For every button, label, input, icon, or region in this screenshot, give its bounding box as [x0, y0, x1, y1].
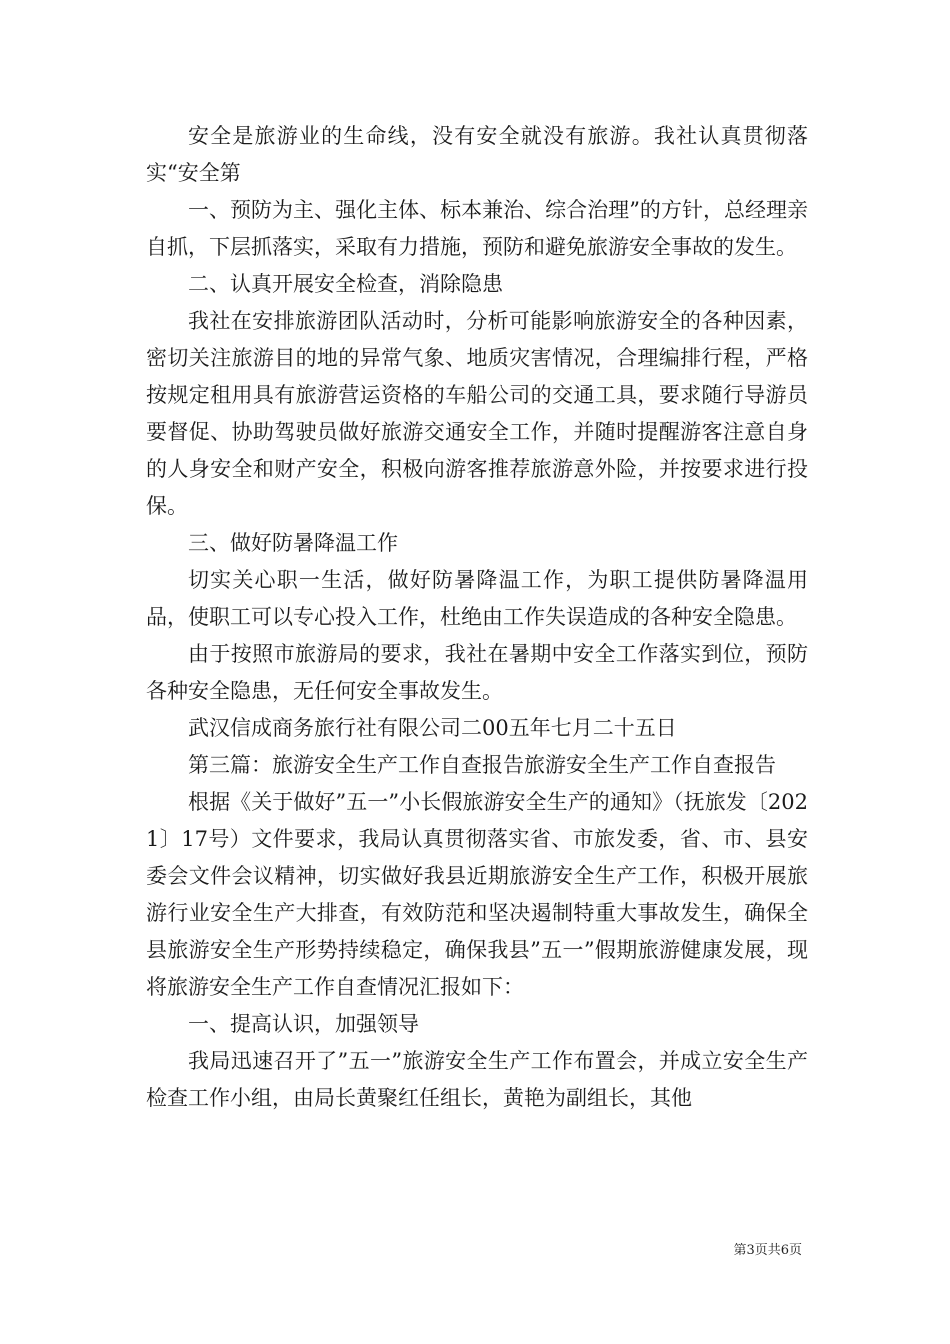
section-heading-2: 二、认真开展安全检查，消除隐患: [188, 272, 503, 296]
page-number: 第3页共6页: [733, 1243, 802, 1258]
section-heading-3: 三、做好防暑降温工作: [188, 531, 398, 555]
paragraph-heat: 切实关心职一生活，做好防暑降温工作，为职工提供防暑降温用品，使职工可以专心投入工作，杜绝由工作失误造成的各种安全隐患。: [146, 568, 808, 629]
chapter-title: 第三篇：旅游安全生产工作自查报告旅游安全生产工作自查报告: [188, 753, 776, 777]
paragraph-notice: 根据《关于做好”五一”小长假旅游安全生产的通知》（抚旅发〔2021〕17号）文件要求，我局认真贯彻落实省、市旅发委，省、市、县安委会文件会议精神，切实做好我县近期旅游安全生产工作，积极开展旅游行业安全生产大排查，有效防范和坚决遏制特重大事故发生，确保全县旅游安全生产形势持续稳定，确保我县”五一”假期旅游健康发展，现将旅游安全生产工作自查情况汇报如下：: [146, 790, 808, 999]
signature-line: 武汉信成商务旅行社有限公司二00五年七月二十五日: [188, 716, 677, 740]
paragraph-intro: 安全是旅游业的生命线，没有安全就没有旅游。我社认真贯彻落实“安全第: [146, 124, 808, 185]
paragraph-conclusion: 由于按照市旅游局的要求，我社在暑期中安全工作落实到位，预防各种安全隐患，无任何安全事故发生。: [146, 642, 808, 703]
document-body: [146, 118, 808, 1117]
paragraph-policy: 一、预防为主、强化主体、标本兼治、综合治理”的方针，总经理亲自抓，下层抓落实，采取有力措施，预防和避免旅游安全事故的发生。: [146, 198, 808, 259]
paragraph-inspection: 我社在安排旅游团队活动时，分析可能影响旅游安全的各种因素，密切关注旅游目的地的异常气象、地质灾害情况，合理编排行程，严格按规定租用具有旅游营运资格的车船公司的交通工具，要求随行导游员要督促、协助驾驶员做好旅游交通安全工作，并随时提醒游客注意自身的人身安全和财产安全，积极向游客推荐旅游意外险，并按要求进行投保。: [146, 309, 808, 518]
paragraph-meeting: 我局迅速召开了”五一”旅游安全生产工作布置会，并成立安全生产检查工作小组，由局长黄聚红任组长，黄艳为副组长，其他: [146, 1049, 808, 1110]
section-heading-1: 一、提高认识，加强领导: [188, 1012, 419, 1036]
